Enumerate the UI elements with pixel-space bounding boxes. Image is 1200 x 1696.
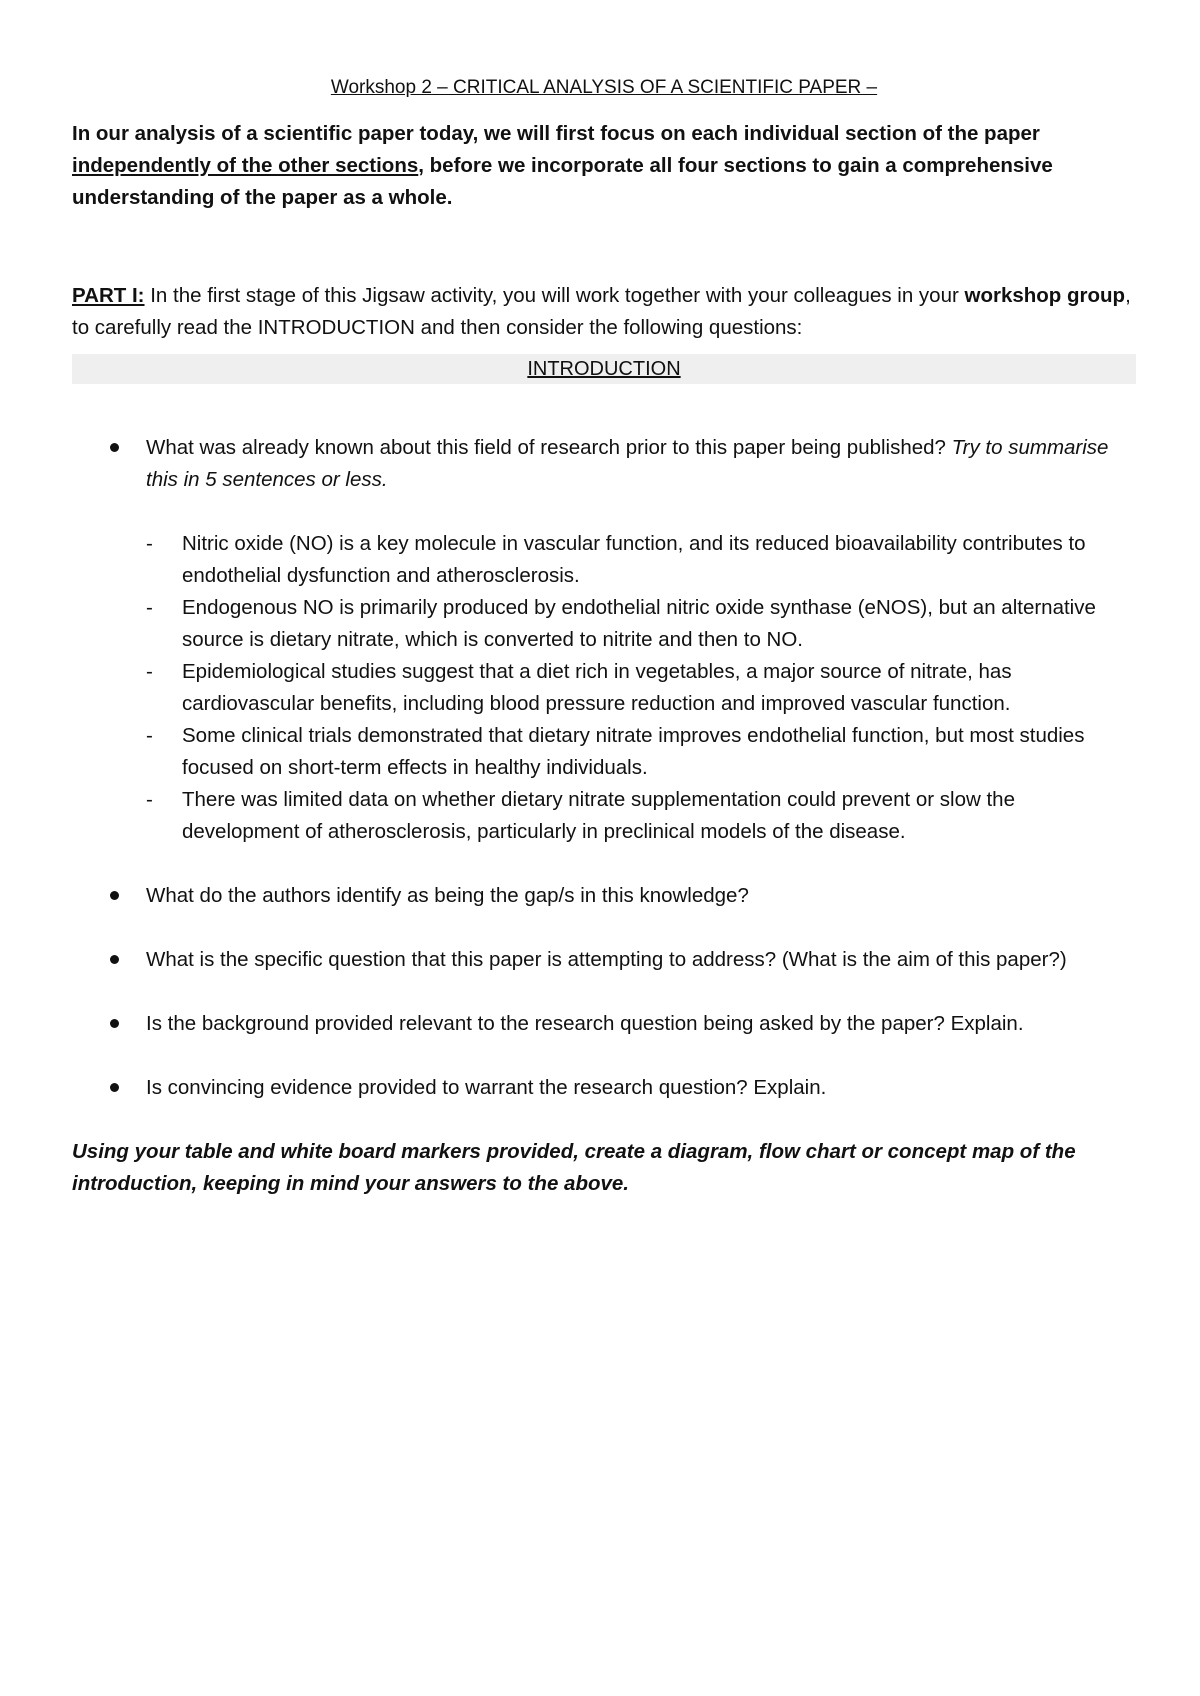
answer-item	[72, 656, 1136, 720]
question-text: What do the authors identify as being the gap/s in this knowledge?	[146, 884, 749, 907]
question-item	[72, 1072, 1136, 1104]
section-heading-bar	[72, 354, 1136, 384]
question-item	[72, 944, 1136, 976]
answer-text: Epidemiological studies suggest that a diet rich in vegetables, a major source of nitrate, has cardiovascular benefits, including blood pressure reduction and improved vascular function.	[182, 660, 1012, 715]
bullet-icon	[110, 955, 119, 964]
dash-icon: -	[146, 532, 153, 555]
intro-paragraph	[72, 118, 1136, 214]
dash-icon: -	[146, 724, 153, 747]
intro-underlined-text: independently of the other sections	[72, 154, 419, 177]
bullet-icon	[110, 891, 119, 900]
dash-icon: -	[146, 660, 153, 683]
closing-instruction: Using your table and white board markers provided, create a diagram, flow chart or concept map of the introduction, keeping in mind your answers to the above.	[72, 1140, 1076, 1195]
question-list	[72, 432, 1136, 1104]
dash-icon: -	[146, 788, 153, 811]
part-one-text-start: In the first stage of this Jigsaw activity, you will work together with your colleagues in your	[144, 284, 965, 307]
bullet-icon	[110, 1083, 119, 1092]
answer-text: Nitric oxide (NO) is a key molecule in vascular function, and its reduced bioavailability contributes to endothelial dysfunction and atherosclerosis.	[182, 532, 1086, 587]
answer-text: Endogenous NO is primarily produced by endothelial nitric oxide synthase (eNOS), but an alternative source is dietary nitrate, which is converted to nitrite and then to NO.	[182, 596, 1096, 651]
question-item	[72, 432, 1136, 848]
question-item	[72, 880, 1136, 912]
answer-list	[146, 528, 1136, 848]
question-text: Is convincing evidence provided to warrant the research question? Explain.	[146, 1076, 827, 1099]
page-title: Workshop 2 – CRITICAL ANALYSIS OF A SCIENTIFIC PAPER –	[330, 77, 878, 98]
question-item	[72, 1008, 1136, 1040]
dash-icon: -	[146, 596, 153, 619]
answer-item	[72, 784, 1136, 848]
part-one-instructions	[72, 280, 1136, 344]
document-page	[72, 74, 1136, 1200]
question-text: What was already known about this field of research prior to this paper being published?	[146, 436, 952, 459]
bullet-icon	[110, 443, 119, 452]
part-one-bold-text: workshop group	[964, 284, 1126, 307]
question-italic-note: Try to summarise this in 5 sentences or less.	[146, 436, 1109, 491]
answer-text: Some clinical trials demonstrated that dietary nitrate improves endothelial function, but most studies focused on short-term effects in healthy individuals.	[182, 724, 1085, 779]
answer-item	[72, 720, 1136, 784]
intro-text-end: , before we incorporate all four sections to gain a comprehensive understanding of the paper as a whole.	[72, 154, 1053, 209]
answer-text: There was limited data on whether dietary nitrate supplementation could prevent or slow the development of atherosclerosis, particularly in preclinical models of the disease.	[182, 788, 1015, 843]
answer-item	[72, 592, 1136, 656]
intro-text-start: In our analysis of a scientific paper today, we will first focus on each individual section of the paper	[72, 122, 1040, 145]
question-text: Is the background provided relevant to the research question being asked by the paper? Explain.	[146, 1012, 1024, 1035]
part-one-text-end: , to carefully read the INTRODUCTION and then consider the following questions:	[72, 284, 1131, 339]
bullet-icon	[110, 1019, 119, 1028]
question-text: What is the specific question that this paper is attempting to address? (What is the aim of this paper?)	[146, 948, 1067, 971]
section-heading: INTRODUCTION	[527, 358, 681, 380]
answer-item	[72, 528, 1136, 592]
part-one-label: PART I:	[72, 284, 145, 307]
